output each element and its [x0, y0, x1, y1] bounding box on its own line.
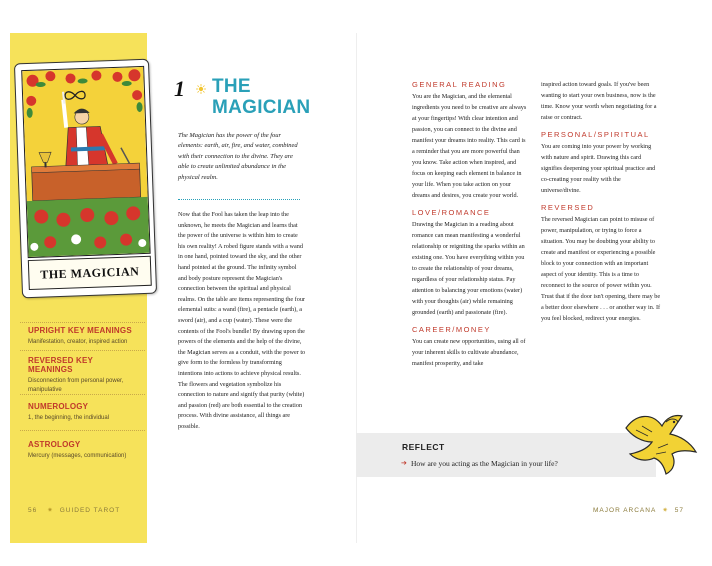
upright-heading: UPRIGHT KEY MEANINGS — [28, 326, 132, 335]
sidebar-divider — [20, 350, 145, 352]
section-heading: GENERAL READING — [412, 80, 507, 89]
footer-left — [28, 506, 120, 514]
section-text: You are the Magician, and the elemental ingredients you need to be creative are always at your fingertips! With clear intention and passion, you can connect to the divine and manifest your dreams into reality. This card is a reminder that you are more powerful than you know. Take action when inspired, and focus on keeping each element in balance in your life. When you take action on your dreams and desires, you create your world. — [412, 93, 527, 199]
page-number-right: 57 — [674, 507, 684, 514]
intro-divider — [178, 199, 300, 201]
sun-icon: ✷ — [47, 507, 54, 514]
footer-right — [593, 506, 684, 514]
numerology-heading: NUMEROLOGY — [28, 402, 89, 411]
tarot-card — [14, 59, 157, 299]
intro-text: The Magician has the power of the four elements: earth, air, fire, and water, combined with their connection to the divine. They are able to create unlimited abundance in the physical realm. — [178, 132, 298, 181]
reversed-section — [541, 202, 661, 324]
upright-text: Manifestation, creator, inspired action — [28, 339, 128, 345]
right-column-1 — [412, 79, 529, 375]
sun-icon: ✷ — [662, 507, 669, 514]
card-title-label: THE MAGICIAN — [28, 256, 152, 290]
page-title: THE MAGICIAN — [212, 76, 311, 118]
body-text: Now that the Fool has taken the leap into the unknown, he meets the Magician and learns that the power of the universe is within him to create his own reality! A robed figure stands with a wand in one hand, pointed toward the sky, and the other hand pointed at the ground. The infinity symbol and body posture represent the Magician's connection between the spiritual and physical realms. On the table are items representing the four elemental suits: a wand (fire), a pentacle (earth), a sword (air), and a cup (water). These were the contents of the Fool's bundle! By drawing upon the powers of the elements and the help of the divine, the Magician serves as a conduit, with the power to give form to the formless by transforming intentions into actions to achieve physical results. The flowers and vegetation symbolize his connection to nature and signify that purity (white) and passion (red) are both essential to the creation process. With divine assistance, all things are possible. — [178, 211, 306, 430]
love-romance-section — [412, 207, 529, 318]
book-title: GUIDED TAROT — [59, 507, 121, 514]
section-text: inspired action toward goals. If you've been wanting to start your own business, now is the time. Know your worth when negotiating for a raise or contract. — [541, 81, 657, 121]
right-column-2 — [541, 79, 661, 330]
personal-spiritual-section — [541, 129, 661, 196]
magician-illustration — [21, 66, 150, 258]
section-text: Drawing the Magician in a reading about romance can mean manifesting a wonderful relationship or reigniting the sparks within an existing one. You have everything within you to create the relationship of your dreams, regardless of your relationship status. Pay attention to balancing your emotions (water) with your thoughts (air) while remaining grounded (earth) and passionate (fire). — [412, 221, 525, 316]
section-heading: LOVE/ROMANCE — [412, 208, 491, 217]
page-number-left: 56 — [28, 507, 38, 514]
reflect-question: How are you acting as the Magician in your life? — [411, 459, 558, 468]
reflect-heading: REFLECT — [402, 442, 445, 452]
card-number: 1 — [174, 76, 185, 101]
section-title: MAJOR ARCANA — [593, 507, 657, 514]
astrology — [28, 440, 140, 461]
numerology-text: 1, the beginning, the individual — [28, 415, 110, 421]
section-text: The reversed Magician can point to misuse of power, manipulation, or trying to force a situation. You may be doubting your ability to create and manifest or experiencing a possible block to your connection with an important aspect of your identity. This is a time to reconnect to the source of power within you. Trust that if the door isn't opening, there may be a better door elsewhere . . . or another way in. If you feel blocked, redirect your energies. — [541, 216, 661, 322]
career-money-section — [412, 324, 529, 369]
section-heading: REVERSED — [541, 203, 595, 212]
section-text: You are coming into your power by working with nature and spirit. Drawing this card signifies deepening your spiritual practice and co-creating your reality with the universe/divine. — [541, 143, 656, 194]
section-heading: PERSONAL/SPIRITUAL — [541, 130, 650, 139]
numerology — [28, 402, 140, 423]
sidebar-divider — [20, 430, 145, 432]
section-heading: CAREER/MONEY — [412, 325, 491, 334]
reversed-heading: REVERSED KEY MEANINGS — [28, 356, 93, 374]
reversed-text: Disconnection from personal power, manipulative — [28, 378, 124, 393]
section-text: You can create new opportunities, using all of your inherent skills to cultivate abundance, manifest prosperity, and take — [412, 338, 526, 367]
upright-key-meanings — [28, 326, 140, 347]
eagle-icon — [622, 408, 700, 476]
sidebar-divider — [20, 394, 145, 396]
reversed-key-meanings — [28, 356, 140, 395]
general-reading-section — [412, 79, 529, 201]
career-continued — [541, 79, 661, 123]
astrology-text: Mercury (messages, communication) — [28, 453, 127, 459]
astrology-heading: ASTROLOGY — [28, 440, 81, 449]
reflect-box — [356, 433, 656, 477]
arrow-right-icon: ➔ — [401, 459, 407, 467]
sidebar-divider — [20, 322, 145, 324]
sun-icon — [196, 84, 206, 94]
